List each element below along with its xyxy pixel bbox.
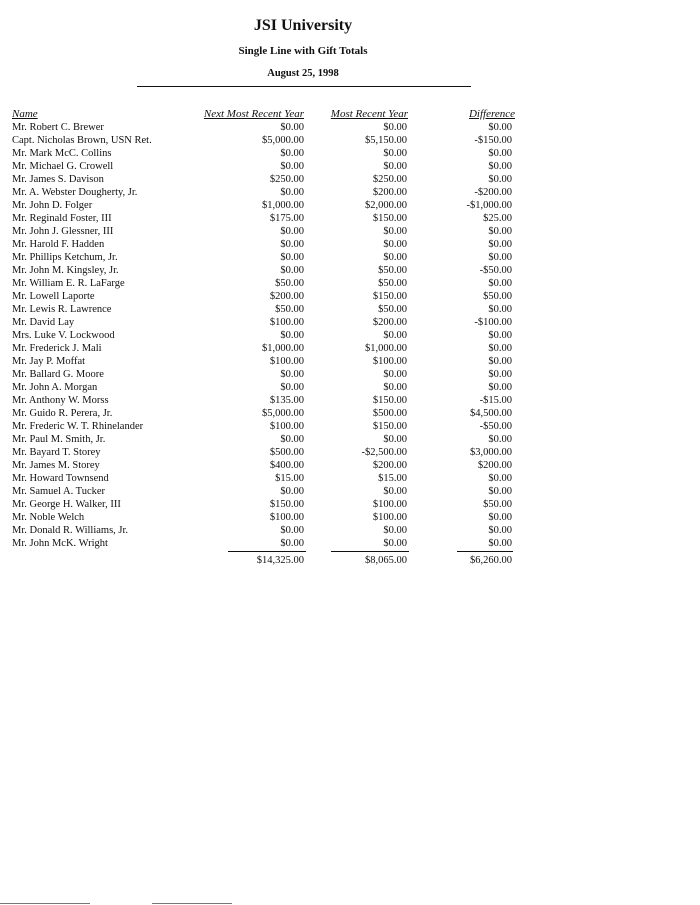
donor-name: Mr. John J. Glessner, III <box>12 226 114 237</box>
most-recent-year-amount: $0.00 <box>383 122 407 133</box>
table-row <box>0 420 700 433</box>
donor-name: Mr. Michael G. Crowell <box>12 161 114 172</box>
next-most-recent-year-amount: $0.00 <box>280 226 304 237</box>
difference-amount: $0.00 <box>488 343 512 354</box>
next-most-recent-year-amount: $50.00 <box>275 278 304 289</box>
donor-name: Mr. Mark McC. Collins <box>12 148 112 159</box>
next-most-recent-year-amount: $0.00 <box>280 148 304 159</box>
difference-amount: $0.00 <box>488 525 512 536</box>
next-most-recent-year-amount: $0.00 <box>280 239 304 250</box>
difference-amount: $0.00 <box>488 226 512 237</box>
table-row <box>0 511 700 524</box>
difference-amount: -$1,000.00 <box>466 200 512 211</box>
table-row <box>0 407 700 420</box>
next-most-recent-year-amount: $0.00 <box>280 538 304 549</box>
most-recent-year-amount: $0.00 <box>383 486 407 497</box>
donor-name: Mr. Frederic W. T. Rhinelander <box>12 421 144 432</box>
most-recent-year-amount: $0.00 <box>383 525 407 536</box>
most-recent-year-amount: $100.00 <box>372 512 407 523</box>
donor-name: Mr. John McK. Wright <box>12 538 108 549</box>
next-most-recent-year-amount: $0.00 <box>280 486 304 497</box>
most-recent-year-amount: $0.00 <box>383 148 407 159</box>
difference-amount: $0.00 <box>488 148 512 159</box>
difference-amount: $0.00 <box>488 356 512 367</box>
table-row <box>0 472 700 485</box>
difference-amount: $0.00 <box>488 304 512 315</box>
table-row <box>0 147 700 160</box>
difference-amount: $0.00 <box>488 486 512 497</box>
table-row <box>0 446 700 459</box>
most-recent-year-amount: $500.00 <box>372 408 407 419</box>
donor-name: Mr. Donald R. Williams, Jr. <box>12 525 129 536</box>
difference-amount: -$50.00 <box>479 265 512 276</box>
difference-amount: $50.00 <box>483 499 512 510</box>
table-row <box>0 498 700 511</box>
table-row <box>0 485 700 498</box>
donor-name: Mr. Harold F. Hadden <box>12 239 105 250</box>
report-subtitle: Single Line with Gift Totals <box>238 45 368 57</box>
most-recent-year-amount: $0.00 <box>383 382 407 393</box>
difference-amount: $0.00 <box>488 239 512 250</box>
most-recent-year-amount: $0.00 <box>383 538 407 549</box>
next-most-recent-year-amount: $400.00 <box>269 460 304 471</box>
table-row <box>0 238 700 251</box>
table-row <box>0 342 700 355</box>
most-recent-year-amount: $50.00 <box>378 304 407 315</box>
next-most-recent-year-amount: $1,000.00 <box>262 343 304 354</box>
table-row <box>0 316 700 329</box>
donor-name: Mr. David Lay <box>12 317 75 328</box>
donor-name: Mr. Jay P. Moffat <box>12 356 86 367</box>
difference-amount: $0.00 <box>488 538 512 549</box>
donor-name: Mr. Lowell Laporte <box>12 291 95 302</box>
donor-name: Mr. John D. Folger <box>12 200 93 211</box>
next-most-recent-year-amount: $5,000.00 <box>262 408 304 419</box>
donor-name: Mr. Reginald Foster, III <box>12 213 112 224</box>
table-row <box>0 134 700 147</box>
most-recent-year-amount: $15.00 <box>378 473 407 484</box>
next-most-recent-year-amount: $0.00 <box>280 369 304 380</box>
most-recent-year-amount: $0.00 <box>383 252 407 263</box>
difference-amount: $0.00 <box>488 174 512 185</box>
donor-name: Mr. Noble Welch <box>12 512 85 523</box>
most-recent-year-amount: $200.00 <box>372 317 407 328</box>
most-recent-year-amount: $0.00 <box>383 330 407 341</box>
donor-name: Capt. Nicholas Brown, USN Ret. <box>12 135 152 146</box>
total-next-most-recent-year: $14,325.00 <box>256 555 304 566</box>
donor-name: Mr. Robert C. Brewer <box>12 122 104 133</box>
total-rule-next-most-recent-year <box>228 551 306 552</box>
table-row <box>0 394 700 407</box>
most-recent-year-amount: $5,150.00 <box>365 135 407 146</box>
column-header-most-recent-year: Most Recent Year <box>330 108 408 120</box>
table-row <box>0 537 700 550</box>
next-most-recent-year-amount: $100.00 <box>269 512 304 523</box>
next-most-recent-year-amount: $0.00 <box>280 252 304 263</box>
most-recent-year-amount: $2,000.00 <box>365 200 407 211</box>
difference-amount: $25.00 <box>483 213 512 224</box>
difference-amount: $0.00 <box>488 369 512 380</box>
difference-amount: $0.00 <box>488 382 512 393</box>
most-recent-year-amount: $200.00 <box>372 460 407 471</box>
most-recent-year-amount: $0.00 <box>383 226 407 237</box>
table-row <box>0 355 700 368</box>
next-most-recent-year-amount: $135.00 <box>269 395 304 406</box>
table-row <box>0 368 700 381</box>
donor-name: Mr. William E. R. LaFarge <box>12 278 125 289</box>
donor-name: Mrs. Luke V. Lockwood <box>12 330 115 341</box>
next-most-recent-year-amount: $0.00 <box>280 161 304 172</box>
difference-amount: $4,500.00 <box>470 408 512 419</box>
next-most-recent-year-amount: $0.00 <box>280 187 304 198</box>
donor-name: Mr. Phillips Ketchum, Jr. <box>12 252 118 263</box>
most-recent-year-amount: -$2,500.00 <box>361 447 407 458</box>
table-row <box>0 251 700 264</box>
difference-amount: -$15.00 <box>479 395 512 406</box>
next-most-recent-year-amount: $0.00 <box>280 122 304 133</box>
difference-amount: -$100.00 <box>474 317 512 328</box>
donor-name: Mr. James S. Davison <box>12 174 104 185</box>
column-header-name: Name <box>12 108 38 120</box>
donor-name: Mr. Ballard G. Moore <box>12 369 104 380</box>
table-row <box>0 290 700 303</box>
table-row <box>0 264 700 277</box>
most-recent-year-amount: $200.00 <box>372 187 407 198</box>
difference-amount: $0.00 <box>488 434 512 445</box>
difference-amount: $3,000.00 <box>470 447 512 458</box>
total-rule-most-recent-year <box>331 551 409 552</box>
next-most-recent-year-amount: $250.00 <box>269 174 304 185</box>
next-most-recent-year-amount: $0.00 <box>280 525 304 536</box>
donor-name: Mr. Guido R. Perera, Jr. <box>12 408 113 419</box>
most-recent-year-amount: $50.00 <box>378 278 407 289</box>
next-most-recent-year-amount: $200.00 <box>269 291 304 302</box>
table-row <box>0 303 700 316</box>
next-most-recent-year-amount: $0.00 <box>280 330 304 341</box>
most-recent-year-amount: $0.00 <box>383 434 407 445</box>
donor-name: Mr. Frederick J. Mali <box>12 343 102 354</box>
next-most-recent-year-amount: $5,000.00 <box>262 135 304 146</box>
next-most-recent-year-amount: $175.00 <box>269 213 304 224</box>
difference-amount: $0.00 <box>488 161 512 172</box>
most-recent-year-amount: $0.00 <box>383 161 407 172</box>
donor-name: Mr. Lewis R. Lawrence <box>12 304 112 315</box>
table-row <box>0 173 700 186</box>
header-divider <box>137 86 471 87</box>
table-row <box>0 381 700 394</box>
difference-amount: $0.00 <box>488 512 512 523</box>
table-row <box>0 459 700 472</box>
difference-amount: $0.00 <box>488 330 512 341</box>
most-recent-year-amount: $50.00 <box>378 265 407 276</box>
table-row <box>0 121 700 134</box>
table-row <box>0 277 700 290</box>
difference-amount: $0.00 <box>488 473 512 484</box>
next-most-recent-year-amount: $150.00 <box>269 499 304 510</box>
column-header-next-most-recent-year: Next Most Recent Year <box>203 108 304 120</box>
next-most-recent-year-amount: $0.00 <box>280 382 304 393</box>
next-most-recent-year-amount: $1,000.00 <box>262 200 304 211</box>
donor-name: Mr. Anthony W. Morss <box>12 395 109 406</box>
table-row <box>0 199 700 212</box>
donor-name: Mr. Howard Townsend <box>12 473 109 484</box>
difference-amount: $50.00 <box>483 291 512 302</box>
most-recent-year-amount: $100.00 <box>372 499 407 510</box>
most-recent-year-amount: $1,000.00 <box>365 343 407 354</box>
totals-row <box>0 554 700 567</box>
table-row <box>0 212 700 225</box>
most-recent-year-amount: $0.00 <box>383 369 407 380</box>
next-most-recent-year-amount: $15.00 <box>275 473 304 484</box>
donor-name: Mr. John M. Kingsley, Jr. <box>12 265 119 276</box>
scan-artifact-right <box>152 903 232 904</box>
total-rule-difference <box>457 551 513 552</box>
difference-amount: -$150.00 <box>474 135 512 146</box>
donor-name: Mr. Paul M. Smith, Jr. <box>12 434 106 445</box>
difference-amount: $200.00 <box>477 460 512 471</box>
difference-amount: $0.00 <box>488 278 512 289</box>
donor-name: Mr. John A. Morgan <box>12 382 98 393</box>
donor-name: Mr. Samuel A. Tucker <box>12 486 106 497</box>
table-row <box>0 225 700 238</box>
total-difference: $6,260.00 <box>470 555 512 566</box>
next-most-recent-year-amount: $100.00 <box>269 421 304 432</box>
next-most-recent-year-amount: $50.00 <box>275 304 304 315</box>
next-most-recent-year-amount: $0.00 <box>280 434 304 445</box>
donor-name: Mr. James M. Storey <box>12 460 100 471</box>
difference-amount: -$50.00 <box>479 421 512 432</box>
next-most-recent-year-amount: $0.00 <box>280 265 304 276</box>
report-title: JSI University <box>253 17 353 34</box>
most-recent-year-amount: $100.00 <box>372 356 407 367</box>
report-date: August 25, 1998 <box>267 68 339 79</box>
next-most-recent-year-amount: $100.00 <box>269 317 304 328</box>
donor-name: Mr. A. Webster Dougherty, Jr. <box>12 187 138 198</box>
donor-name: Mr. George H. Walker, III <box>12 499 121 510</box>
difference-amount: -$200.00 <box>474 187 512 198</box>
total-most-recent-year: $8,065.00 <box>365 555 407 566</box>
column-header-difference: Difference <box>468 108 515 120</box>
difference-amount: $0.00 <box>488 122 512 133</box>
most-recent-year-amount: $150.00 <box>372 291 407 302</box>
most-recent-year-amount: $250.00 <box>372 174 407 185</box>
next-most-recent-year-amount: $500.00 <box>269 447 304 458</box>
donor-name: Mr. Bayard T. Storey <box>12 447 101 458</box>
most-recent-year-amount: $0.00 <box>383 239 407 250</box>
table-row <box>0 433 700 446</box>
most-recent-year-amount: $150.00 <box>372 421 407 432</box>
table-row <box>0 329 700 342</box>
table-row <box>0 524 700 537</box>
table-row <box>0 160 700 173</box>
scan-artifact-left <box>0 903 90 904</box>
most-recent-year-amount: $150.00 <box>372 213 407 224</box>
gift-table <box>0 121 700 550</box>
table-row <box>0 186 700 199</box>
next-most-recent-year-amount: $100.00 <box>269 356 304 367</box>
difference-amount: $0.00 <box>488 252 512 263</box>
most-recent-year-amount: $150.00 <box>372 395 407 406</box>
